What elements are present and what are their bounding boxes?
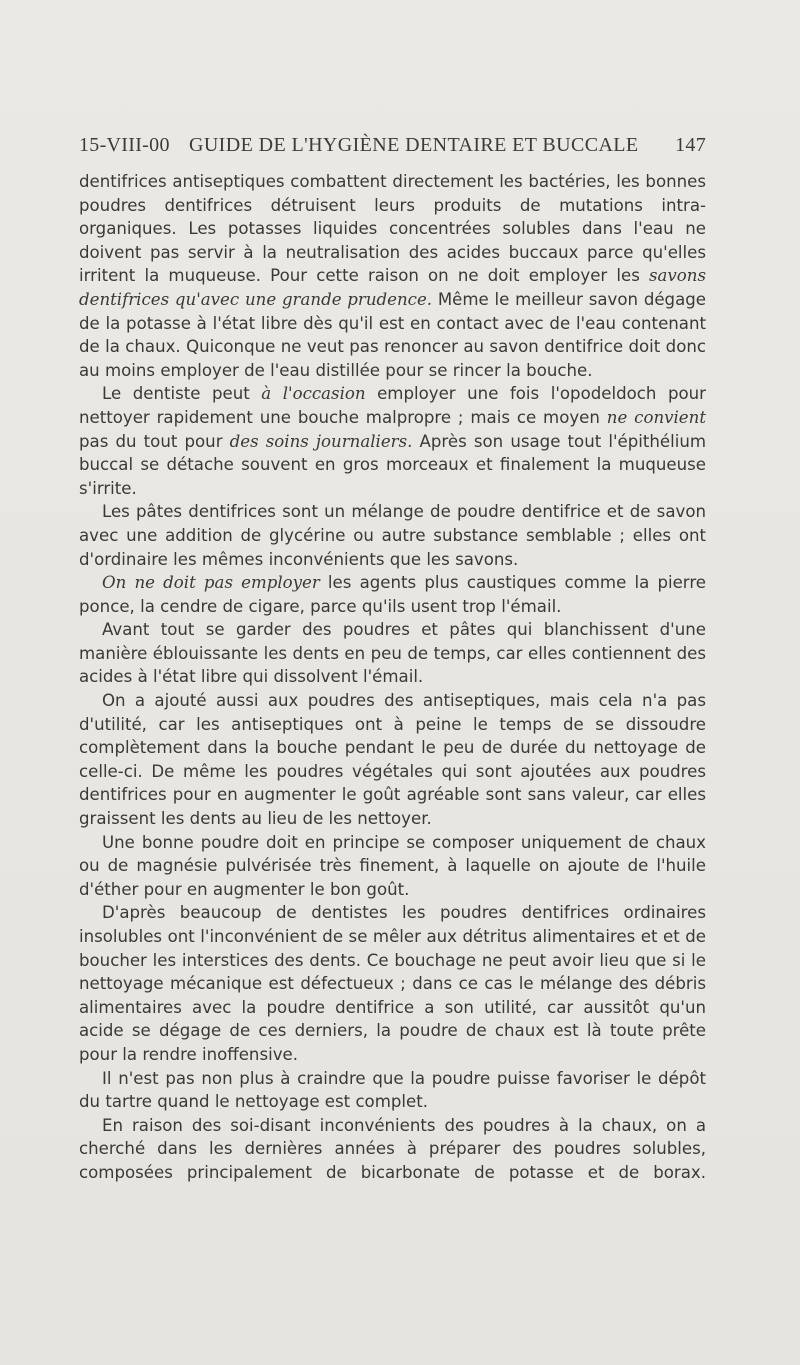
italic-text: des soins journaliers.: [229, 431, 413, 451]
paragraph: [79, 1114, 706, 1185]
text-run: les agents plus caustiques comme la pierre ponce, la cendre de cigare, parce qu'ils usent trop l'émail.: [79, 573, 706, 616]
paragraph: [79, 170, 706, 382]
paragraph: [79, 500, 706, 571]
text-run: Le dentiste peut: [102, 384, 262, 404]
text-run: En raison des soi-disant inconvénients des poudres à la chaux, on a cherché dans les dernières années à préparer des poudres solubles, composées principalement de bicarbonate de potasse et de borax.: [79, 1115, 706, 1182]
paragraph: [79, 618, 706, 689]
paragraph: [79, 901, 706, 1066]
header-date: 15-VIII-00: [79, 134, 170, 156]
italic-text: savons dentifrices qu'avec une grande prudence.: [79, 266, 706, 309]
text-run: pas du tout pour: [79, 431, 230, 451]
text-run: dentifrices antiseptiques combattent directement les bactéries, les bonnes poudres dentifrices détruisent leurs produits de mutations intra-organiques. Les potasses liquides concentrées solubles dans l'eau ne doivent pas servir à la neutralisation des acides buccaux parce qu'elles irritent la muqueuse. Pour cette raison on ne doit employer les: [79, 172, 706, 286]
italic-text: ne convient: [606, 407, 706, 427]
text-run: employer une fois l'opodeldoch pour nettoyer rapidement une bouche malpropre ; mais ce moyen: [79, 384, 706, 427]
header-title: GUIDE DE L'HYGIÈNE DENTAIRE ET BUCCALE: [189, 134, 639, 156]
text-run: On a ajouté aussi aux poudres des antiseptiques, mais cela n'a pas d'utilité, car les antiseptiques ont à peine le temps de se dissoudre complètement dans la bouche pendant le peu de durée du nettoyage de celle-ci. De même les poudres végétales qui sont ajoutées aux poudres dentifrices pour en augmenter le goût agréable sont sans valeur, car elles graissent les dents au lieu de les nettoyer.: [79, 691, 706, 829]
page-number: 147: [675, 134, 706, 156]
body-text: [79, 170, 706, 1185]
text-run: D'après beaucoup de dentistes les poudres dentifrices ordinaires insolubles ont l'inconvénient de se mêler aux détritus alimentaires et et de boucher les interstices des dents. Ce bouchage ne peut avoir lieu que si le nettoyage mécanique est défectueux ; dans ce cas le mélange des débris alimentaires avec la poudre dentifrice a son utilité, car aussitôt qu'un acide se dégage de ces derniers, la poudre de chaux est là toute prête pour la rendre inoffensive.: [79, 903, 706, 1064]
paragraph: [79, 1067, 706, 1114]
text-run: Après son usage tout l'épithélium buccal se détache souvent en gros morceaux et finalement la muqueuse s'irrite.: [79, 431, 707, 498]
paragraph: [79, 689, 706, 831]
italic-text: On ne doit pas employer: [102, 573, 320, 593]
paragraph: [79, 571, 706, 618]
text-run: Même le meilleur savon dégage de la potasse à l'état libre dès qu'il est en contact avec de l'eau contenant de la chaux. Quiconque ne veut pas renoncer au savon dentifrice doit donc au moins employer de l'eau distillée pour se rincer la bouche.: [79, 289, 706, 380]
italic-text: à l'occasion: [261, 384, 366, 404]
text-run: Une bonne poudre doit en principe se composer uniquement de chaux ou de magnésie pulvérisée très finement, à laquelle on ajoute de l'huile d'éther pour en augmenter le bon goût.: [79, 832, 706, 899]
text-run: Il n'est pas non plus à craindre que la poudre puisse favoriser le dépôt du tartre quand le nettoyage est complet.: [79, 1068, 706, 1112]
text-run: Avant tout se garder des poudres et pâtes qui blanchissent d'une manière éblouissante les dents en peu de temps, car elles contiennent des acides à l'état libre qui dissolvent l'émail.: [79, 620, 706, 687]
text-run: Les pâtes dentifrices sont un mélange de poudre dentifrice et de savon avec une addition de glycérine ou autre substance semblable ; elles ont d'ordinaire les mêmes inconvénients que les savons.: [79, 502, 706, 569]
paragraph: [79, 382, 706, 500]
paragraph: [79, 831, 706, 902]
